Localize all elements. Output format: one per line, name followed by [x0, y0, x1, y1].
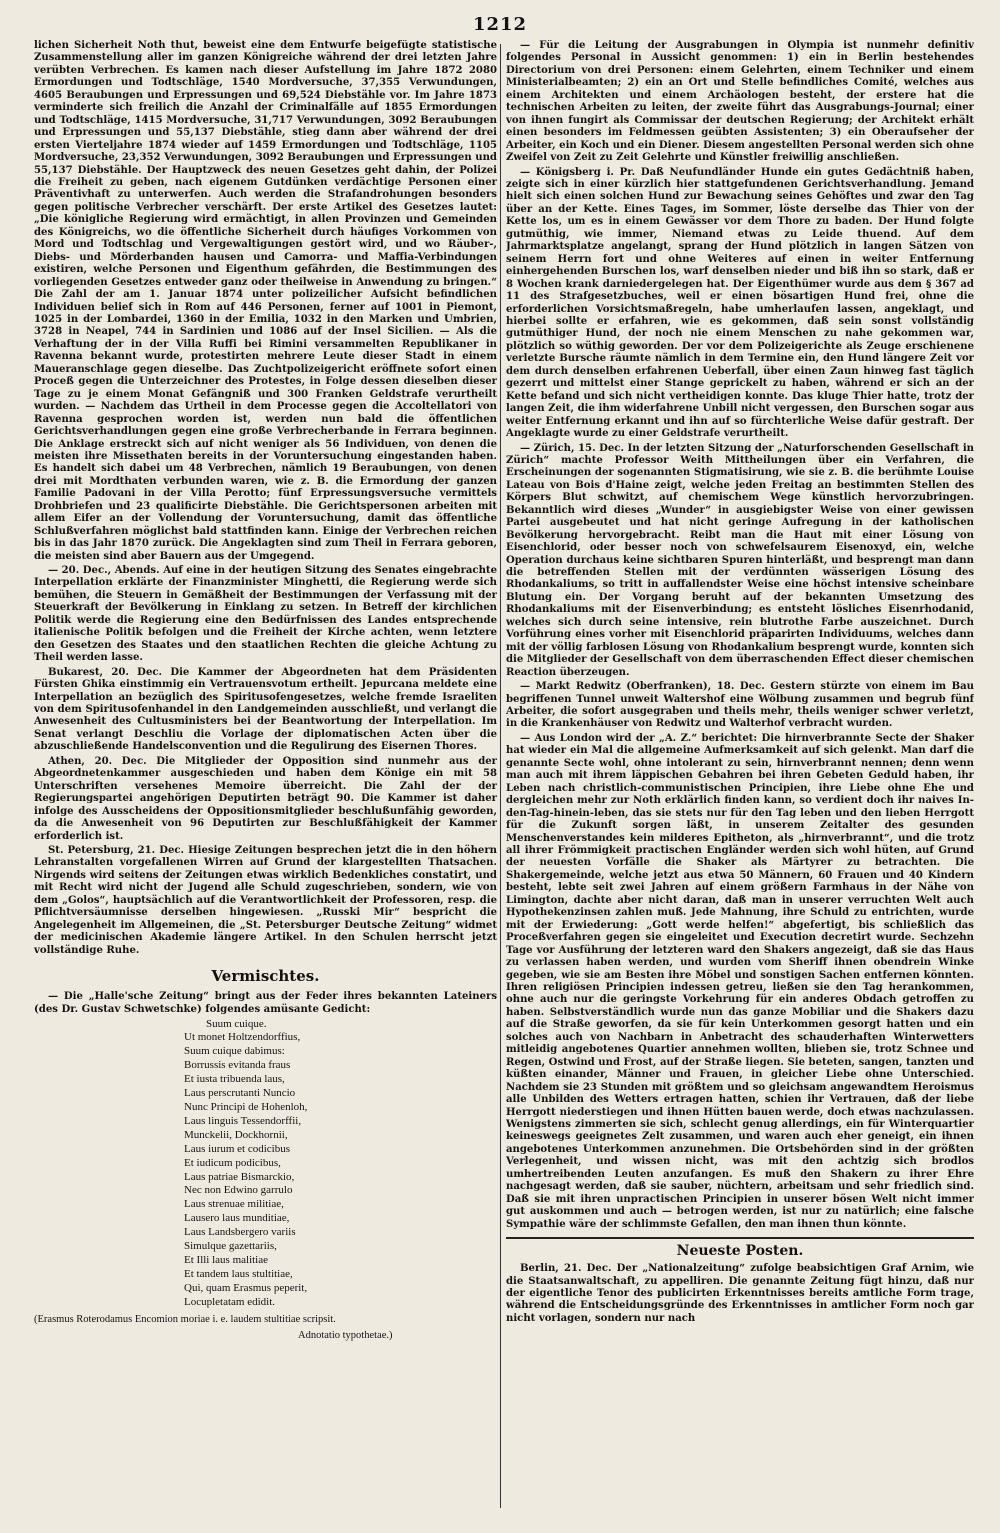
poem-line: Et iusta tribuenda laus, — [184, 1073, 285, 1086]
poem-line: Lausero laus munditiae, — [184, 1212, 290, 1225]
poem-line: Qui, quam Erasmus peperit, — [184, 1281, 308, 1294]
article-bukarest: Bukarest, 20. Dec. Die Kammer der Abgeordneten hat dem Präsidenten Fürsten Ghika einstimmig ein Vertrauensvotum ertheilt. Jepurcana meldete eine Interpellation an bezüglich des Spiritusofengesetzes, welche fremde Israeliten von dem Spiritusofenhandel in den Landgemeinden ausschließt, und verlangt die Anwesenheit des Cultusministers bei der Beantwortung der Interpellation. Im Senat verlangt Deschliu die Vorlage der diplomatischen Acten über die abzuschließende Handelsconvention und die Regulirung des Eisernen Thores. — [34, 666, 497, 753]
poem-line: Laus strenuae militiae, — [184, 1198, 284, 1211]
article-athen: Athen, 20. Dec. Die Mitglieder der Opposition sind nunmehr aus der Abgeordnetenkammer ausgeschieden und haben dem Könige ein mit 58 Unterschriften versehenes Memoire überreicht. Die Zahl der der Regierungspartei angehörigen Deputirten beträgt 90. Die Kammer ist daher infolge des Ausscheidens der Oppositionsmitglieder beschlußunfähig geworden, da die Anwesenheit von 96 Deputirten zur Beschlußfähigkeit der Kammer erforderlich ist. — [34, 755, 497, 842]
poem-line: Munckelii, Dockhornii, — [184, 1128, 288, 1141]
section-heading-vermischtes: Vermischtes. — [211, 967, 320, 986]
poem-line: Et iudicum podicibus, — [184, 1156, 281, 1169]
article-koenigsberg: — Königsberg i. Pr. Daß Neufundländer Hunde ein gutes Gedächtniß haben, zeigte sich in einer kürzlich hier stattgefundenen Gerichtsverhandlung. Jemand hielt sich einen solchen Hund zur Bewachung seines Gehöftes und zwar den Tag über an der Kette. Eines Tages, im Sommer, löste derselbe das Thier von der Kette los, um es in einem Gewässer vor dem Thore zu baden. Der Hund folgte gutmüthig, wie immer, Niemand etwas zu Leide thuend. Auf dem Jahrmarktsplatze angelangt, sprang der Hund plötzlich in langen Sätzen von seinem Herrn fort und ohne Weiteres auf einen in weiter Entfernung einhergehenden Burschen los, warf denselben nieder und biß ihn so stark, daß er 8 Wochen krank darniedergelegen hat. Der Eigenthümer wurde aus dem § 367 ad 11 des Strafgesetzbuches, weil er einen bösartigen Hund frei, ohne die erforderlichen Vorsichtsmaßregeln, habe umherlaufen lassen, angeklagt, und hierbei sollte er erfahren, wie es gekommen, daß sein sonst vollständig gutmüthiger Hund, der noch nie einem Menschen zu nahe gekommen war, plötzlich so wüthig geworden. Der vor dem Polizeigerichte als Zeuge erschienene verletzte Bursche räumte nämlich in dem Termine ein, den Hund längere Zeit vor dem durch denselben erfahrenen Ueberfall, über einen Zaun hinweg fast täglich gezerrt und mittelst einer Stange geprickelt zu haben, während er sich an der Kette befand und sich nicht vertheidigen konnte. Das kluge Thier hatte, trotz der langen Zeit, die ihm widerfahrene Unbill nicht vergessen, den Burschen sogar aus weiter Entfernung erkannt und ihn auf so fürchterliche Weise dafür gestraft. Der Angeklagte wurde zu einer Geldstrafe verurtheilt. — [506, 166, 974, 440]
article-berlin: Berlin, 21. Dec. Der „Nationalzeitung“ zufolge beabsichtigen Graf Arnim, wie die Staatsanwaltschaft, zu appelliren. Die genannte Zeitung fügt hinzu, daß nur der eigentliche Tenor des publicirten Erkenntnisses bereits amtliche Form trage, während die Entscheidungsgründe des Erkenntnisses in amtlicher Form noch gar nicht vorlagen, sondern nur nach — [506, 1263, 974, 1324]
latest-news-box — [506, 1237, 974, 1325]
poem-line: Laus iurum et codicibus — [184, 1142, 291, 1155]
article-zuerich: — Zürich, 15. Dec. In der letzten Sitzung der „Naturforschenden Gesellschaft in Zürich“ machte Professor Weith Mittheilungen über ein Verfahren, die Erscheinungen der sogenannten Stigmatisirung, wie sie z. B. die berühmte Louise Lateau von Bois d'Haine zeigt, welche jeden Freitag an bestimmten Stellen des Körpers Blut schwitzt, auf chemischem Wege künstlich hervorzubringen. Bekanntlich wird dieses „Wunder“ in ausgiebigster Weise von einer gewissen Partei ausgebeutet und hat nicht geringe Aufregung in der katholischen Bevölkerung hervorgebracht. Reibt man die Haut mit einer Lösung von Eisenchlorid, oder besser noch von schwefelsaurem Eisenoxyd, ein, welche Operation durchaus keine sichtbaren Spuren hinterläßt, und besprengt man dann die betreffenden Stellen mit der verdünnten wässerigen Lösung des Rhodankaliums, so tritt in auffallendster Weise eine höchst intensive scheinbare Blutung ein. Der Vorgang beruht auf der bekannten Umsetzung des Rhodankaliums mit der Eisenverbindung; es entsteht lösliches Eisenrhodanid, welches sich durch seine intensive, rein blutrothe Farbe auszeichnet. Durch Vorführung eines vorher mit Eisenchlorid präparirten Individuums, welches dann mit der völlig farblosen Lösung von Rhodankalium besprengt wurde, konnten sich die Mitglieder der Gesellschaft von dem überraschenden Effect dieser chemischen Reaction überzeugen. — [506, 442, 974, 678]
poem-line: Laus patriae Bismarckio, — [184, 1170, 295, 1183]
article-italy-senate: — 20. Dec., Abends. Auf eine in der heutigen Sitzung des Senates eingebrachte Interpellation erklärte der Finanzminister Minghetti, die Regierung werde sich bemühen, die Steuern in Gemäßheit der Bestimmungen der Verfassung mit der Steuerkraft der Bevölkerung in Einklang zu setzen. In Betreff der kirchlichen Politik werde die Regierung eine den Bedürfnissen des Landes entsprechende italienische Politik befolgen und die Freiheit der Kirche achten, wenn letztere den Gesetzen des Staates und den staatlichen Rechten die gleiche Achtung zu Theil werden lasse. — [34, 565, 497, 664]
poem-line: Laus Landsbergero variis — [184, 1226, 296, 1239]
poem — [184, 1018, 497, 1310]
poem-line: Locupletatam edidit. — [184, 1295, 276, 1308]
article-redwitz: — Markt Redwitz (Oberfranken), 18. Dec. Gestern stürzte von einem im Bau begriffenen Tunnel unweit Waltershof eine Wölbung zusammen und begrub fünf Arbeiter, die sofort ausgegraben und theils mehr, theils weniger schwer verletzt, in die Krankenhäuser von Redwitz und Walterhof verbracht wurden. — [506, 681, 974, 730]
section-heading-neueste-posten: Neueste Posten. — [676, 1243, 804, 1260]
poem-line: Laus linguis Tessendorffii, — [184, 1114, 302, 1127]
poem-line: Et Illi laus malitiae — [184, 1253, 269, 1266]
poem-line: Nec non Edwino garrulo — [184, 1184, 293, 1197]
article-italy-crime: lichen Sicherheit Noth thut, beweist eine dem Entwurfe beigefügte statistische Zusammenstellung aller im ganzen Königreiche während der drei letzten Jahre verübten Verbrechen. Es kamen nach dieser Aufstellung im Jahre 1872 2080 Ermordungen und Todtschläge, 1540 Mordversuche, 37,355 Verwundungen, 4605 Beraubungen und Erpressungen und 69,524 Diebstähle vor. Im Jahre 1873 verminderte sich freilich die Anzahl der Criminalfälle auf 1855 Ermordungen und Todtschläge, 1415 Mordversuche, 31,717 Verwundungen, 3092 Beraubungen und Erpressungen und 55,137 Diebstähle, stieg dann aber während der drei ersten Vierteljahre 1874 wieder auf 1459 Ermordungen und Todtschläge, 1105 Mordversuche, 23,352 Verwundungen, 3092 Beraubungen und Erpressungen und 55,137 Diebstähle. Der Hauptzweck des neuen Gesetzes geht dahin, der Polizei die Freiheit zu geben, nach eigenem Gutdünken verdächtige Personen einer Präventivhaft zu unterwerfen. Auch werden die Strafandrohungen besonders gegen politische Verbrecher verschärft. Der erste Artikel des Gesetzes lautet: „Die königliche Regierung wird ermächtigt, in allen Provinzen und Gemeinden des Königreichs, wo die öffentliche Sicherheit durch häufiges Vorkommen von Mord und Todtschlag und Vergewaltigungen gestört wird, und wo Räuber-, Diebs- und Mörderbanden hausen und Camorra- und Maffia-Verbindungen existiren, welche Personen und Eigenthum gefährden, die Bestimmungen des vorliegenden Gesetzes entweder ganz oder theilweise in Anwendung zu bringen.“ Die Zahl der am 1. Januar 1874 unter polizeilicher Aufsicht befindlichen Individuen belief sich in Rom auf 446 Personen, ferner auf 1001 in Piemont, 1025 in der Lombardei, 1360 in der Emilia, 1032 in den Marken und Umbrien, 3728 in Neapel, 744 in Sardinien und 1086 auf der Insel Sicilien. — Als die Verhaftung der in der Villa Ruffi bei Rimini versammelten Republikaner in Ravenna bekannt wurde, protestirten mehrere Leute dieser Stadt in einem Maueranschlage gegen dieselbe. Das Zuchtpolizeigericht eröffnete sofort einen Proceß gegen die Unterzeichner des Protestes, in Folge dessen dieselben dieser Tage zu je einem Monat Gefängniß und 300 Franken Geldstrafe verurtheilt wurden. — Nachdem das Urtheil in dem Processe gegen die Accoltellatori von Ravenna gesprochen worden ist, werden nun bald die öffentlichen Gerichtsverhandlungen gegen eine große Verbrecherbande in Ferrara beginnen. Die Anklage erstreckt sich auf nicht weniger als 56 Individuen, von denen die meisten ihre Missethaten bereits in der Voruntersuchung eingestanden haben. Es handelt sich dabei um 48 Verbrechen, nämlich 19 Beraubungen, von denen drei mit Mordthaten verbunden waren, wie z. B. die Ermordung der ganzen Familie Padovani in der Villa Perotto; fünf Erpressungsversuche vermittels Drohbriefen und 23 qualificirte Diebstähle. Die Gerichtspersonen arbeiten mit allem Eifer an der Vollendung der Voruntersuchung, damit das öffentliche Schlußverfahren möglichst bald stattfinden kann. Einige der Verbrechen reichen bis in das Jahr 1870 zurück. Die Angeklagten sind zum Theil in Ferrara geboren, die meisten sind aber Bauern aus der Umgegend. — [34, 40, 497, 562]
left-column — [34, 40, 497, 1500]
poem-title: Suum cuique. — [206, 1017, 267, 1030]
column-divider — [500, 44, 501, 1508]
poem-line: Suum cuique dabimus: — [184, 1045, 285, 1058]
poem-line: Nunc Principi de Hohenloh, — [184, 1101, 308, 1114]
poem-line: Simulque gazettariis, — [184, 1240, 277, 1253]
page-number: 1212 — [472, 14, 528, 35]
poem-note-signature: Adnotatio typothetae.) — [298, 1330, 393, 1342]
article-london-shaker: — Aus London wird der „A. Z.“ berichtet: Die hirnverbrannte Secte der Shaker hat wieder ein Mal die allgemeine Aufmerksamkeit auf sich gelenkt. Man darf die genannte Secte wohl, ohne intolerant zu sein, hirnverbrannt nennen; denn wenn man auch mit ihrem läppischen Gebahren bei ihren Gebeten Geduld haben, ihr Leben nach christlich-communistischen Principien, ihre Liebe ohne Ehe und dergleichen mehr zur Noth erklärlich finden kann, so verdient doch ihr naives In-den-Tag-hinein-leben, das sie stets nur für den Tag leben und den lieben Herrgott für die Zukunft sorgen läßt, in unserem Zeitalter des gesunden Menschenverstandes kein milderes Epitheton, als „hirnverbrannt“, und die trotz all ihrer Frömmigkeit practischen Engländer werden sich wohl hüten, auf Grund der neuesten Vorfälle die Shaker als Märtyrer zu betrachten. Die Shakergemeinde, welche jetzt aus etwa 50 Männern, 60 Frauen und 40 Kindern besteht, lebte seit zwei Jahren auf einem größern Farmhaus in der Nähe von Limington, dachte aber nicht daran, daß man in unserer verruchten Welt auch Hypothekenzinsen zahlen muß. Jede Mahnung, ihre Schuld zu entrichten, wurde mit der Erwiederung: „Gott werde helfen!“ abgefertigt, bis schließlich das Proceßverfahren gegen sie eingeleitet und Execution decretirt wurde. Sechzehn Tage vor Ausführung der letzteren ward den Shakers angezeigt, daß sie das Haus zu verlassen haben werden, und wurden vom Sheriff ihnen obendrein Winke gegeben, wie sie am Besten ihre Möbel und sonstigen Sachen entfernen könnten. Ihren religiösen Principien indessen getreu, ließen sie den Tag herankommen, ohne auch nur die geringste Vorkehrung für ein anderes Obdach getroffen zu haben. Selbstverständlich wurde nun das ganze Mobiliar und die Shakers dazu auf die Straße geworfen, da sie für kein Unterkommen gesorgt hatten und ein solches auch von Nachbarn in Anbetracht des schauderhaften Winterwetters mitleidig angebotenes Quartier annehmen wollten, blieben sie, trotz Schnee und Regen, Ostwind und Frost, auf der Straße liegen. Sie beteten, sangen, tanzten und küßten einander, Männer und Frauen, in gleicher Liebe ohne Unterschied. Nachdem sie 23 Stunden mit größtem und so gleichsam angewandtem Heroismus alle Unbilden des Wetters ertragen hatten, schien ihr Vertrauen, daß der liebe Herrgott niederstiegen und ihnen Hütten bauen werde, doch etwas nachzulassen. Wenigstens zimmerten sie sich, schlecht genug allerdings, ein für Winterquartier keineswegs geeignetes Zelt zusammen, und waren auch eher geneigt, ein ihnen angebotenes Unterkommen anzunehmen. Die Ortsbehörden sind in der größten Verlegenheit, und wissen nicht, was mit den achtzig sich brodlos umhertreibenden Leuten anzufangen. Es muß den Shakern zu ihrer Ehre nachgesagt werden, daß sie sauber, nüchtern, arbeitsam und sehr friedlich sind. Daß sie mit ihren unpractischen Principien in unserer bösen Welt nicht immer gut auskommen und auch — betrogen werden, ist nur zu natürlich; eine falsche Sympathie wäre der schlimmste Gefallen, den man ihnen thun könnte. — [506, 732, 974, 1230]
poem-line: Laus perscrutanti Nuncio — [184, 1087, 296, 1100]
poem-line: Et tandem laus stultitiae, — [184, 1267, 293, 1280]
poem-line: Borrussis evitanda fraus — [184, 1059, 291, 1072]
article-st-petersburg: St. Petersburg, 21. Dec. Hiesige Zeitungen besprechen jetzt die in den höhern Lehranstalten vorgefallenen Wirren auf Grund der klargestellten Thatsachen. Nirgends wird seitens der Zeitungen etwas wirklich Bedenkliches constatirt, und mit Recht wird nicht der Jugend alle Schuld zugeschrieben, sondern, wie von dem „Golos“, hauptsächlich auf die Verantwortlichkeit der Professoren, resp. die Pflichtversäumnisse derselben hingewiesen. „Russki Mir“ bespricht die Angelegenheit im Allgemeinen, die „St. Petersburger Deutsche Zeitung“ widmet der medicinischen Akademie längere Artikel. In den Schulen herrscht jetzt vollständige Ruhe. — [34, 845, 497, 956]
poem-line: Ut monet Holtzendorffius, — [184, 1031, 301, 1044]
article-olympia: — Für die Leitung der Ausgrabungen in Olympia ist nunmehr definitiv folgendes Personal in Aussicht genommen: 1) ein in Berlin bestehendes Directorium von drei Personen: einem Gelehrten, einem Techniker und einem Ministerialbeamten; 2) ein an Ort und Stelle befindliches Comité, welches aus einem Architekten und einem Archäologen besteht, der erstere hat die technischen Arbeiten zu leiten, der zweite führt das Ausgrabungs-Journal; einer von ihnen fungirt als Commissar der deutschen Regierung; der Architekt erhält einen besonders im Feldmessen geübten Assistenten; 3) ein Oberaufseher der Arbeiter, ein Koch und ein Diener. Diesem angestellten Personal werden sich ohne Zweifel von Zeit zu Zeit Gelehrte und Künstler freiwillig anschließen. — [506, 40, 974, 164]
right-column — [506, 40, 974, 1510]
poem-note: (Erasmus Roterodamus Encomion moriae i. e. laudem stultitiae scripsit. — [34, 1313, 336, 1325]
vermischtes-intro: — Die „Halle'sche Zeitung“ bringt aus der Feder ihres bekannten Lateiners (des Dr. Gustav Schwetschke) folgendes amüsante Gedicht: — [34, 991, 497, 1015]
